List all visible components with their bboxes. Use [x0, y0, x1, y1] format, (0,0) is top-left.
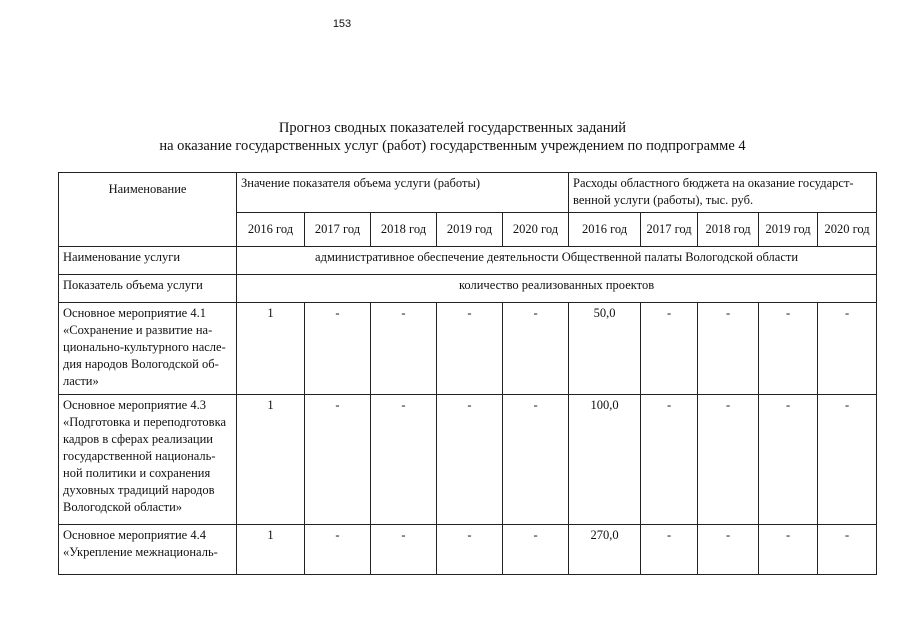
forecast-table — [58, 172, 877, 575]
volume-year-2020: 2020 год — [503, 213, 569, 247]
budget-year-2019: 2019 год — [759, 213, 818, 247]
indicator-value: количество реализованных проектов — [237, 275, 877, 303]
row-value: - — [503, 395, 569, 525]
volume-year-2017: 2017 год — [305, 213, 371, 247]
indicator-label: Показатель объема услуги — [59, 275, 237, 303]
row-value: - — [698, 525, 759, 575]
row-value: - — [641, 303, 698, 395]
row-value: - — [698, 395, 759, 525]
row-value: - — [759, 395, 818, 525]
row-value: - — [437, 525, 503, 575]
header-volume-group: Значение показателя объема услуги (работы) — [237, 173, 569, 213]
row-value: - — [437, 303, 503, 395]
title-line-1: Прогноз сводных показателей государственных заданий — [278, 120, 627, 136]
row-value: - — [371, 525, 437, 575]
row-value: - — [818, 395, 877, 525]
table-row — [59, 303, 877, 395]
row-value: - — [503, 303, 569, 395]
service-name-value: административное обеспечение деятельности Общественной палаты Вологодской области — [237, 247, 877, 275]
table-row — [59, 525, 877, 575]
row-value: - — [305, 303, 371, 395]
title-line-2: на оказание государственных услуг (работ) государственным учреждением по подпрограмме 4 — [159, 138, 746, 154]
row-value: - — [641, 395, 698, 525]
row-value: - — [641, 525, 698, 575]
service-name-label: Наименование услуги — [59, 247, 237, 275]
row-value: - — [698, 303, 759, 395]
row-value: - — [305, 525, 371, 575]
volume-year-2019: 2019 год — [437, 213, 503, 247]
row-name: Основное мероприятие 4.4 «Укрепление межнациональ- — [59, 525, 237, 575]
row-value: 100,0 — [569, 395, 641, 525]
table-row — [59, 395, 877, 525]
header-budget-group: Расходы областного бюджета на оказание государст-венной услуги (работы), тыс. руб. — [569, 173, 877, 213]
volume-year-2016: 2016 год — [237, 213, 305, 247]
row-value: 1 — [237, 525, 305, 575]
row-value: - — [305, 395, 371, 525]
row-value: - — [818, 525, 877, 575]
header-name: Наименование — [59, 173, 237, 247]
row-value: 1 — [237, 395, 305, 525]
volume-year-2018: 2018 год — [371, 213, 437, 247]
row-value: 50,0 — [569, 303, 641, 395]
budget-year-2018: 2018 год — [698, 213, 759, 247]
budget-year-2017: 2017 год — [641, 213, 698, 247]
budget-year-2016: 2016 год — [569, 213, 641, 247]
document-title — [0, 119, 905, 155]
budget-year-2020: 2020 год — [818, 213, 877, 247]
row-value: - — [818, 303, 877, 395]
row-value: - — [759, 303, 818, 395]
row-value: - — [371, 395, 437, 525]
row-name: Основное мероприятие 4.1 «Сохранение и развитие на-ционально-культурного насле-дия народов Вологодской об-ласти» — [59, 303, 237, 395]
row-value: 1 — [237, 303, 305, 395]
row-value: - — [503, 525, 569, 575]
page-number: 153 — [332, 18, 352, 30]
row-value: - — [371, 303, 437, 395]
row-value: - — [759, 525, 818, 575]
row-value: 270,0 — [569, 525, 641, 575]
row-value: - — [437, 395, 503, 525]
row-name: Основное мероприятие 4.3 «Подготовка и переподготовка кадров в сферах реализации государственной националь-ной политики и сохранения духовных традиций народов Вологодской области» — [59, 395, 237, 525]
